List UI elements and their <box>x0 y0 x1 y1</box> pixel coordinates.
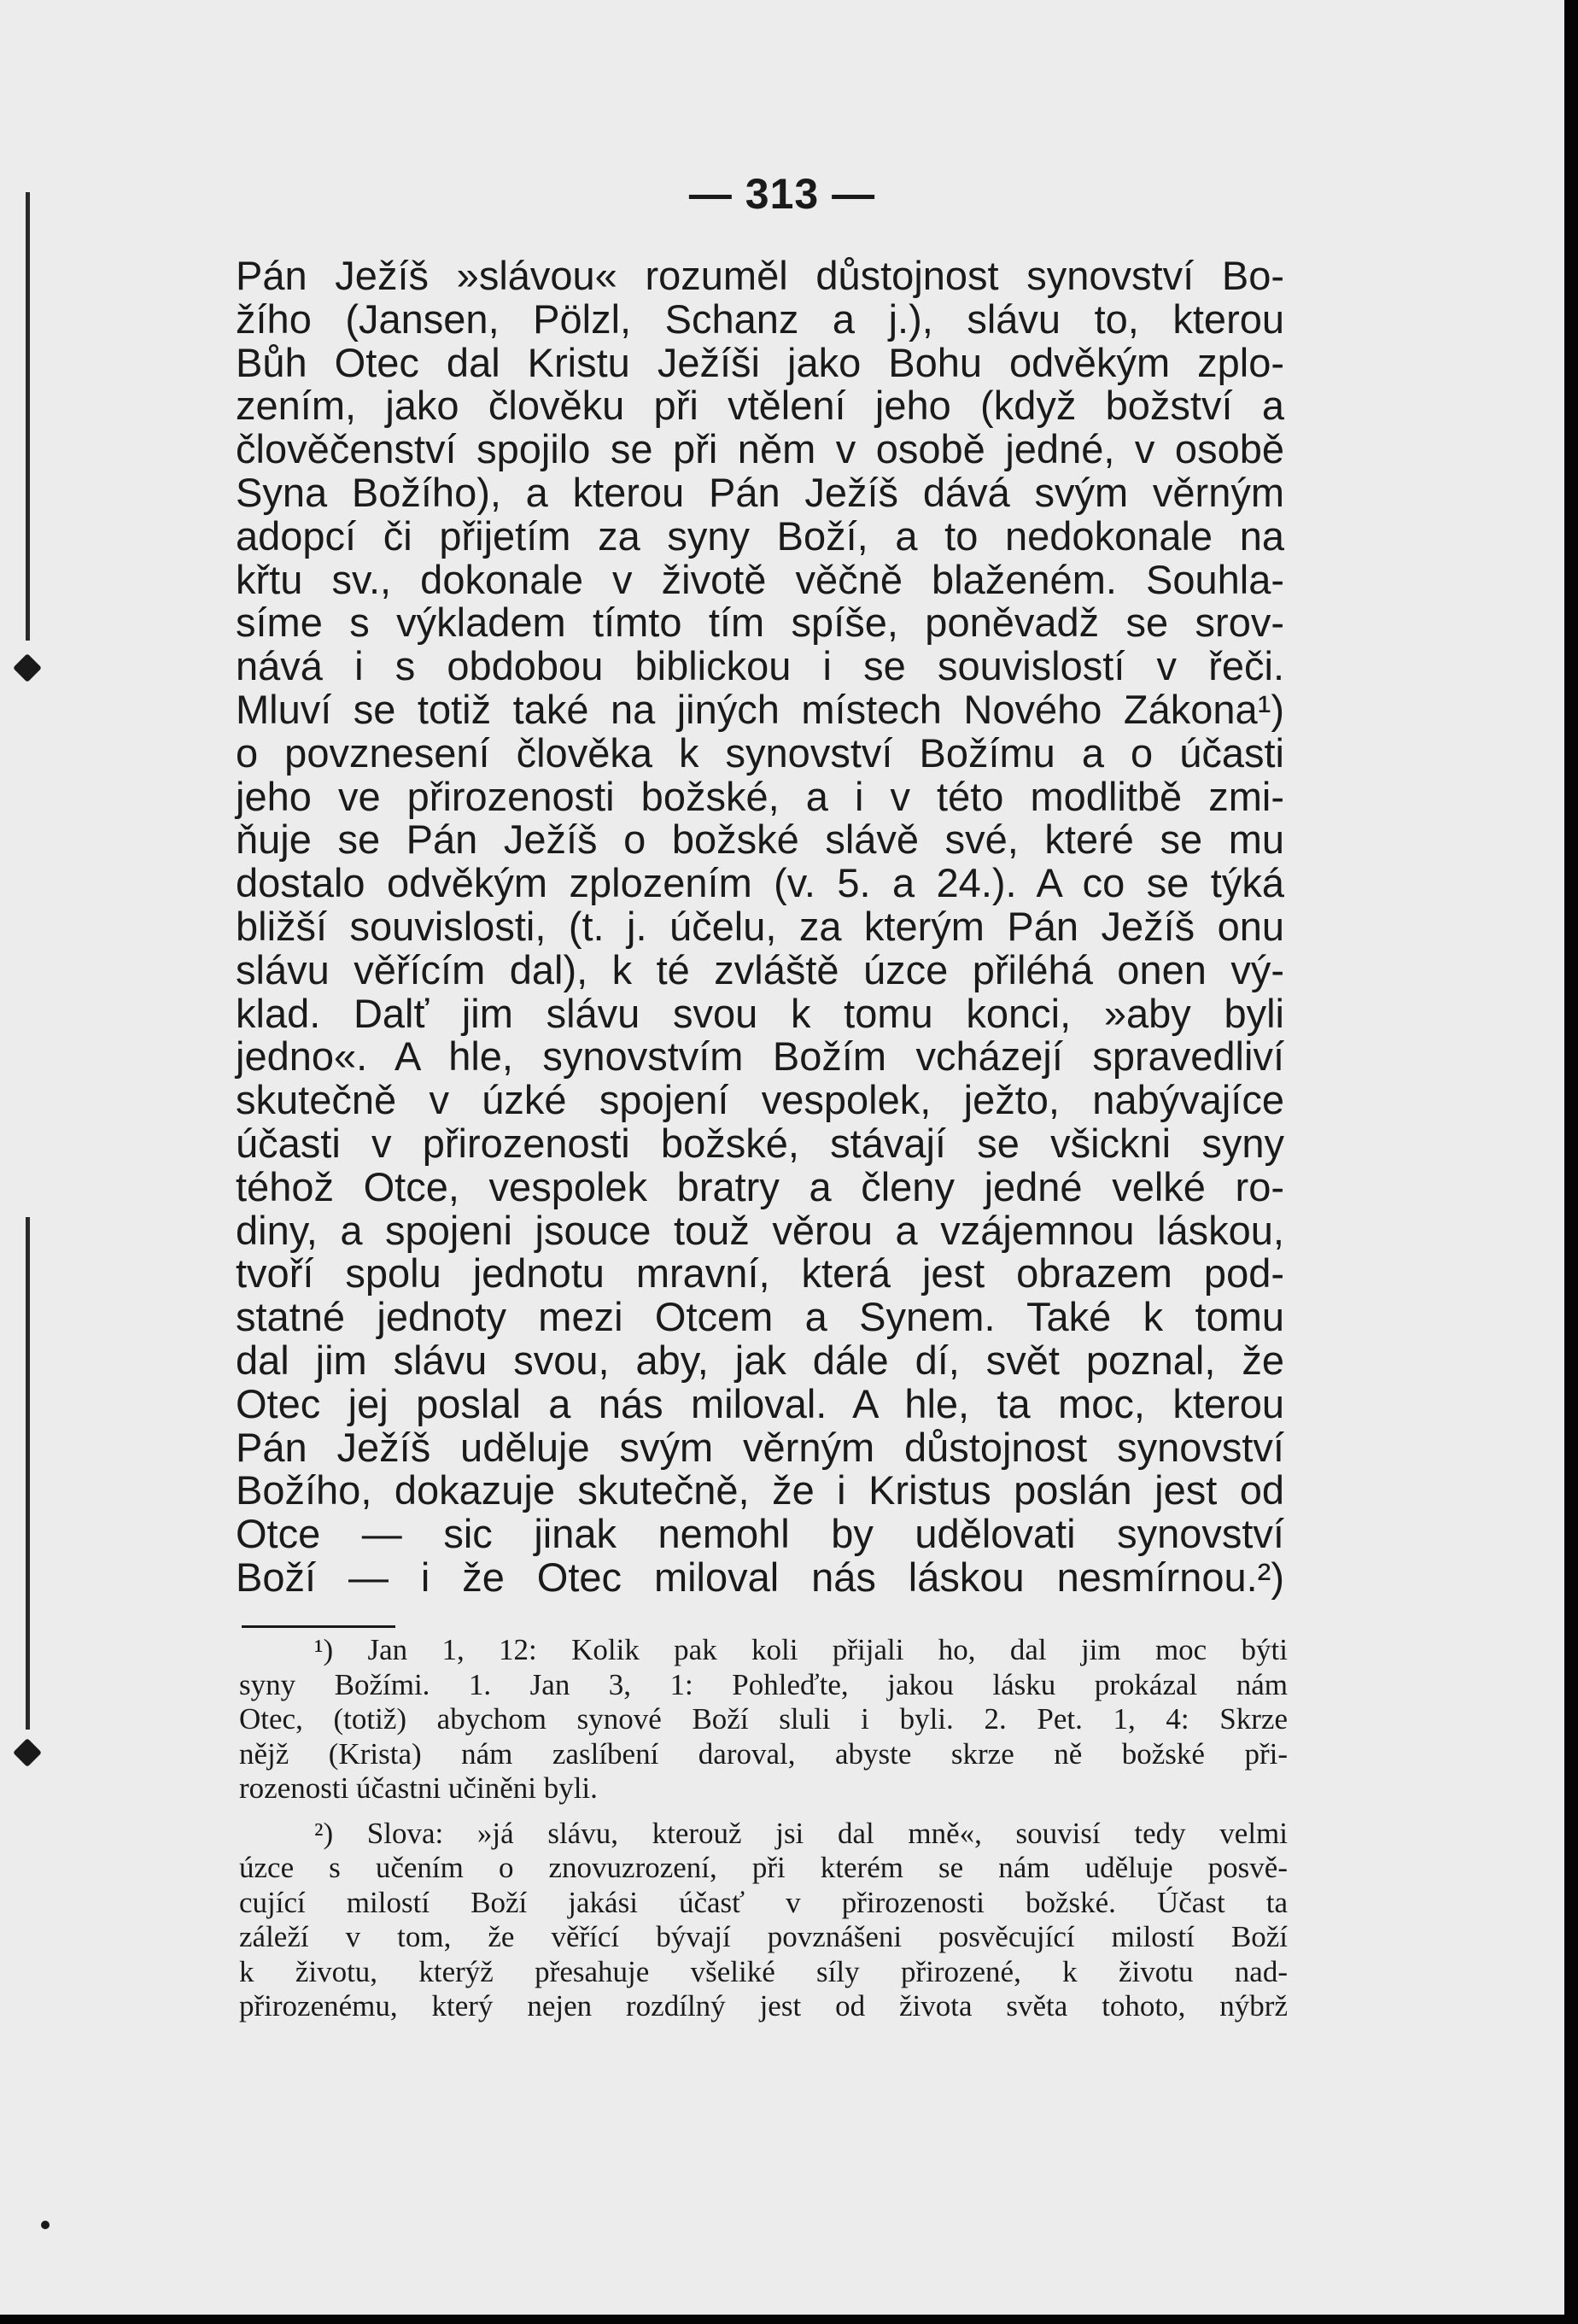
body-line: síme s výkladem tímto tím spíše, poněvadž se srov- <box>236 600 1284 646</box>
footnote-line-last: rozenosti účastni učiněni byli. <box>239 1771 598 1805</box>
binding-mark-upper <box>13 653 42 682</box>
footnote-line: záleží v tom, že věřící bývají povznášeni posvěcující milostí Boží <box>239 1920 1288 1953</box>
footnotes <box>239 1633 1288 2024</box>
body-line: jeho ve přirozenosti božské, a i v této modlitbě zmi- <box>236 773 1284 819</box>
binding-line-upper <box>26 192 30 641</box>
body-line: adopcí či přijetím za syny Boží, a to nedokonale na <box>236 512 1284 559</box>
footnote-line: Otec, (totiž) abychom synové Boží sluli i byli. 2. Pet. 1, 4: Skrze <box>239 1702 1288 1736</box>
body-line: účasti v přirozenosti božské, stávají se všickni syny <box>236 1120 1284 1166</box>
body-line: Otce — sic jinak nemohl by udělovati synovství <box>236 1511 1284 1557</box>
body-line: klad. Dalť jim slávu svou k tomu konci, »aby byli <box>236 990 1284 1036</box>
body-line: žího (Jansen, Pölzl, Schanz a j.), slávu to, kterou <box>236 296 1284 342</box>
body-line: Pán Ježíš uděluje svým věrným důstojnost synovství <box>236 1424 1284 1470</box>
body-line: Syna Božího), a kterou Pán Ježíš dává svým věrným <box>236 469 1284 515</box>
binding-line-lower <box>26 1217 30 1730</box>
body-line: jedno«. A hle, synovstvím Božím vcházejí spravedliví <box>236 1033 1284 1080</box>
body-line: Bůh Otec dal Kristu Ježíši jako Bohu odvěkým zplo- <box>236 339 1284 385</box>
body-line: Otec jej poslal a nás miloval. A hle, ta moc, kterou <box>236 1380 1284 1426</box>
body-line: zením, jako člověku při vtělení jeho (když božství a <box>236 383 1284 429</box>
footnote-line: k životu, kterýž přesahuje všeliké síly přirozené, k životu nad- <box>239 1954 1288 1988</box>
body-line: o povznesení člověka k synovství Božímu a o účasti <box>236 729 1284 776</box>
body-line: téhož Otce, vespolek bratry a členy jedné velké ro- <box>236 1163 1284 1209</box>
body-line: slávu věřícím dal), k té zvláště úzce přiléhá onen vý- <box>236 946 1284 992</box>
body-line: statné jednoty mezi Otcem a Synem. Také k tomu <box>236 1294 1284 1340</box>
body-line: bližší souvislosti, (t. j. účelu, za kterým Pán Ježíš onu <box>236 903 1284 949</box>
body-line: diny, a spojeni jsouce touž věrou a vzájemnou láskou, <box>236 1207 1284 1253</box>
body-line: Mluví se totiž také na jiných místech Nového Zákona¹) <box>236 686 1284 732</box>
binding-mark-lower <box>13 1738 42 1767</box>
body-line: Pán Ježíš »slávou« rozuměl důstojnost synovství Bo- <box>236 253 1284 298</box>
footnote-line: nějž (Krista) nám zaslíbení daroval, abyste skrze ně božské při- <box>239 1736 1288 1771</box>
body-line: ňuje se Pán Ježíš o božské slávě své, které se mu <box>236 817 1284 863</box>
page-number: — 313 — <box>688 170 876 218</box>
footnote-line: cující milostí Boží jakási účasť v přirozenosti božské. Účast ta <box>239 1885 1288 1919</box>
body-line: dostalo odvěkým zplozením (v. 5. a 24.). A co se týká <box>236 860 1284 906</box>
body-line: tvoří spolu jednotu mravní, která jest obrazem pod- <box>236 1250 1284 1297</box>
body-line: dal jim slávu svou, aby, jak dále dí, svět poznal, že <box>236 1337 1284 1383</box>
body-line: Božího, dokazuje skutečně, že i Kristus poslán jest od <box>236 1467 1284 1513</box>
footnote-1 <box>239 1633 1288 1806</box>
footnote-line: syny Božími. 1. Jan 3, 1: Pohleďte, jakou lásku prokázal nám <box>239 1667 1288 1701</box>
scan-edge-bottom <box>0 2315 1578 2324</box>
footnote-gap <box>239 1806 1288 1817</box>
footnote-line: přirozenému, který nejen rozdílný jest od života světa tohoto, nýbrž <box>239 1989 1288 2023</box>
footnote-separator <box>242 1625 395 1628</box>
body-line: křtu sv., dokonale v životě věčně blaženém. Souhla- <box>236 556 1284 602</box>
body-line: nává i s obdobou biblickou i se souvislostí v řeči. <box>236 643 1284 689</box>
body-line-last: Boží — i že Otec miloval nás láskou nesmírnou.²) <box>236 1554 1284 1600</box>
footnote-line: ²) Slova: »já slávu, kterouž jsi dal mně«, souvisí tedy velmi <box>314 1816 1288 1850</box>
footnote-line: ¹) Jan 1, 12: Kolik pak koli přijali ho, dal jim moc býti <box>314 1633 1288 1666</box>
body-line: člověčenství spojilo se při něm v osobě jedné, v osobě <box>236 426 1284 472</box>
stray-mark-dot <box>41 2221 50 2229</box>
footnote-line: úzce s učením o znovuzrození, při kterém se nám uděluje posvě- <box>239 1851 1288 1884</box>
body-text <box>236 255 1284 1600</box>
footnote-2 <box>239 1817 1288 2024</box>
scan-edge-right <box>1564 0 1578 2324</box>
body-line: skutečně v úzké spojení vespolek, ježto, nabývajíce <box>236 1077 1284 1123</box>
